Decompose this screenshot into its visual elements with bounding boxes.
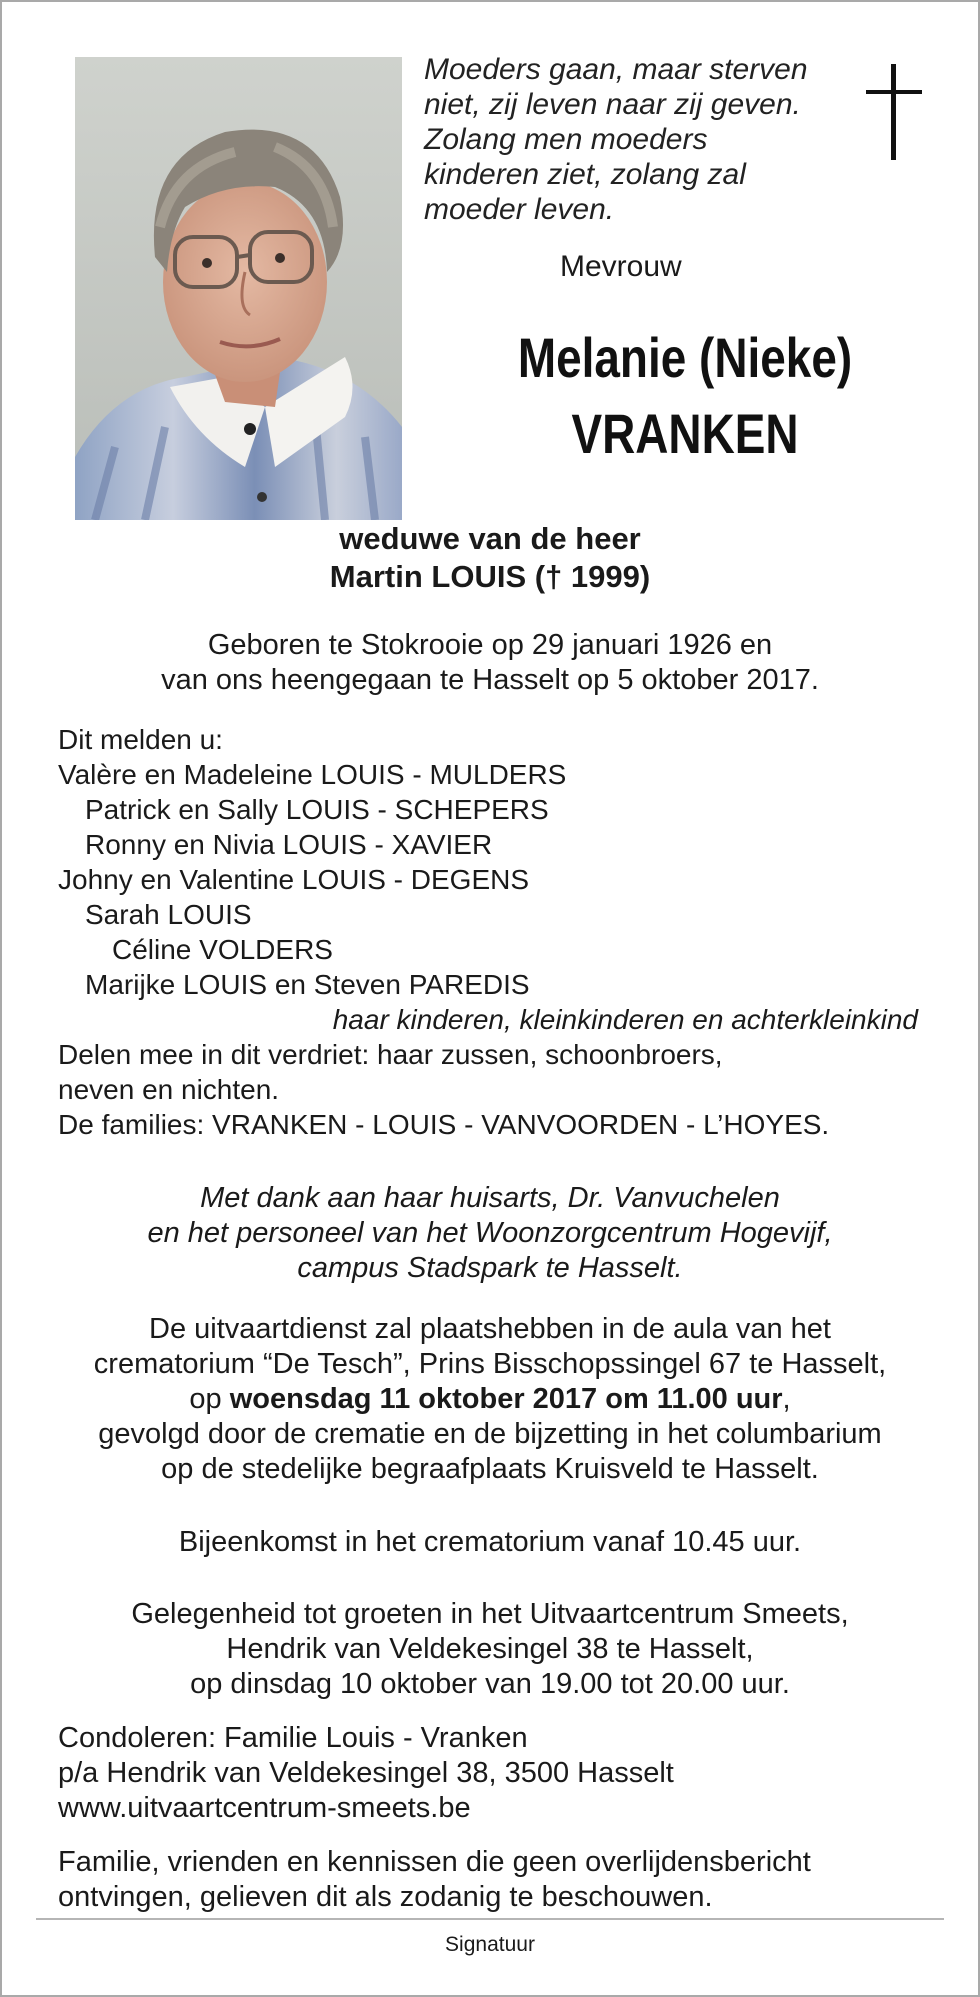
family-line: Sarah LOUIS [85, 899, 252, 930]
birth-death-text [0, 628, 980, 698]
family-line: Céline VOLDERS [112, 934, 333, 965]
condolence-line: p/a Hendrik van Veldekesingel 38, 3500 Hasselt [58, 1757, 674, 1789]
family-line: Johny en Valentine LOUIS - DEGENS [58, 864, 530, 895]
poem-line: niet, zij leven naar zij geven. [424, 88, 801, 121]
footer-signature: Signatuur [445, 1933, 535, 1956]
service-line: crematorium “De Tesch”, Prins Bisschopssingel 67 te Hasselt, [93, 1348, 887, 1380]
family-line: Ronny en Nivia LOUIS - XAVIER [85, 829, 493, 860]
born-line: van ons heengegaan te Hasselt op 5 oktober 2017. [161, 664, 819, 696]
family-line: Valère en Madeleine LOUIS - MULDERS [58, 759, 567, 790]
title-mevrouw: Mevrouw [560, 250, 682, 283]
thanks-line: campus Stadspark te Hasselt. [297, 1252, 683, 1284]
closing-text [58, 1845, 811, 1915]
poem-line: Moeders gaan, maar sterven [424, 53, 808, 86]
greeting-line: op dinsdag 10 oktober van 19.00 tot 20.00 uur. [190, 1668, 790, 1700]
condolence-text [58, 1721, 674, 1826]
service-comma: , [782, 1383, 791, 1415]
poem-line: kinderen ziet, zolang zal [424, 158, 746, 191]
sharing-line: neven en nichten. [58, 1074, 280, 1105]
thanks-line: Met dank aan haar huisarts, Dr. Vanvuchelen [200, 1182, 780, 1214]
greeting-line: Gelegenheid tot groeten in het Uitvaartcentrum Smeets, [131, 1598, 849, 1630]
widow-line: Martin LOUIS († 1999) [329, 559, 651, 594]
family-line: Patrick en Sally LOUIS - SCHEPERS [85, 794, 549, 825]
sharing-block [58, 1037, 829, 1142]
family-caption: haar kinderen, kleinkinderen en achterkleinkind [332, 1004, 918, 1035]
closing-line: Familie, vrienden en kennissen die geen overlijdensbericht [58, 1846, 811, 1878]
service-line: gevolgd door de crematie en de bijzetting in het columbarium [98, 1418, 882, 1450]
poem [424, 52, 808, 227]
greeting-text [0, 1597, 980, 1702]
name-last: VRANKEN [571, 402, 799, 465]
service-line: op de stedelijke begraafplaats Kruisveld te Hasselt. [161, 1453, 819, 1485]
sharing-line: Delen mee in dit verdriet: haar zussen, schoonbroers, [58, 1039, 723, 1070]
name-first: Melanie (Nieke) [517, 326, 853, 389]
born-line: Geboren te Stokrooie op 29 januari 1926 en [207, 629, 773, 661]
family-block [58, 722, 566, 1002]
cross-icon [866, 64, 922, 160]
service-line [0, 1382, 980, 1417]
service-line: De uitvaartdienst zal plaatshebben in de aula van het [149, 1313, 831, 1345]
portrait-photo [75, 57, 402, 520]
service-text [0, 1312, 980, 1487]
families-line: De families: VRANKEN - LOUIS - VANVOORDEN - L’HOYES. [58, 1109, 830, 1140]
condolence-line: Condoleren: Familie Louis - Vranken [58, 1722, 528, 1754]
widow-of [0, 520, 980, 596]
thanks-line: en het personeel van het Woonzorgcentrum Hogevijf, [147, 1217, 833, 1249]
gathering-text: Bijeenkomst in het crematorium vanaf 10.45 uur. [178, 1526, 802, 1558]
service-on: op [189, 1383, 230, 1415]
service-date: woensdag 11 oktober 2017 om 11.00 uur [229, 1383, 783, 1415]
thanks-text [0, 1181, 980, 1286]
closing-line: ontvingen, gelieven dit als zodanig te beschouwen. [58, 1881, 713, 1913]
family-line: Marijke LOUIS en Steven PAREDIS [85, 969, 530, 1000]
condolence-link[interactable]: www.uitvaartcentrum-smeets.be [58, 1792, 471, 1824]
poem-line: Zolang men moeders [424, 123, 708, 156]
footer-divider [36, 1918, 944, 1920]
widow-line: weduwe van de heer [339, 521, 641, 556]
greeting-line: Hendrik van Veldekesingel 38 te Hasselt, [226, 1633, 754, 1665]
deceased-name [484, 320, 886, 472]
announce-intro: Dit melden u: [58, 724, 223, 755]
poem-line: moeder leven. [424, 193, 615, 226]
